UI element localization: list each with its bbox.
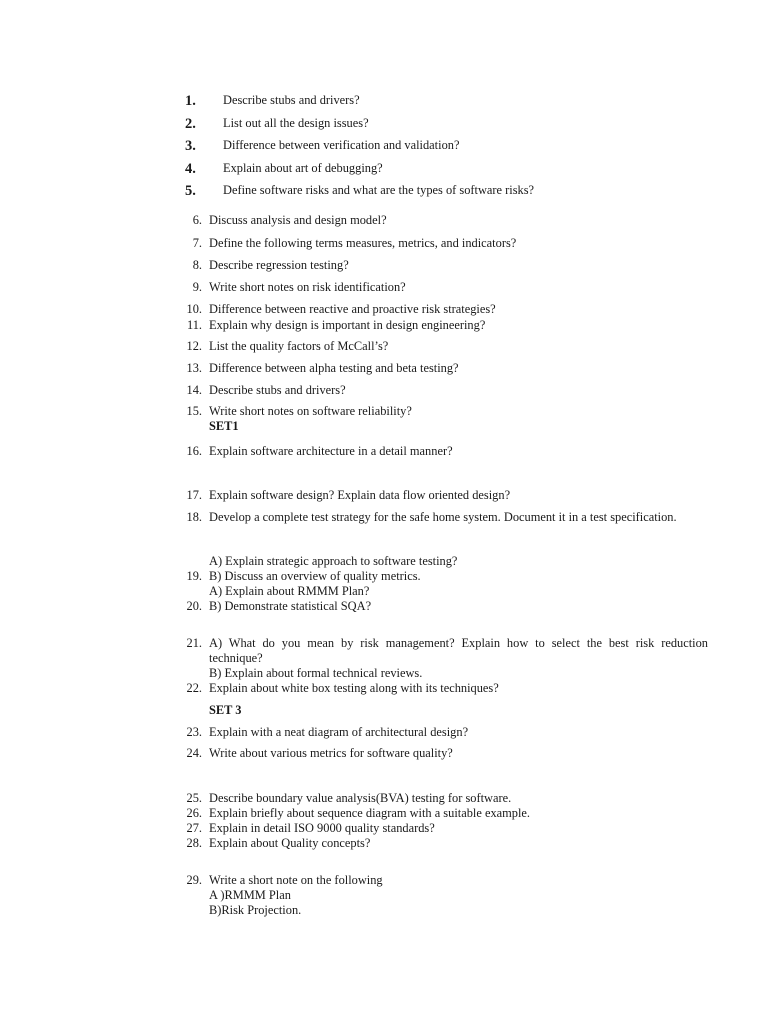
- question-number: 2.: [185, 116, 196, 132]
- question-number: 5.: [185, 183, 196, 199]
- question-number: 12.: [186, 339, 202, 353]
- question-text: Difference between verification and validation?: [223, 138, 460, 152]
- question-text: List out all the design issues?: [223, 116, 369, 130]
- set-heading: SET 3: [209, 703, 242, 717]
- question-number: 14.: [186, 383, 202, 397]
- question-number: 19.: [186, 569, 202, 583]
- question-number: 17.: [186, 488, 202, 502]
- question-29-part-a: A )RMMM Plan: [209, 888, 291, 902]
- question-number: 29.: [186, 873, 202, 887]
- question-number: 6.: [192, 213, 202, 227]
- question-text: Develop a complete test strategy for the safe home system. Document it in a test specification.: [209, 510, 677, 524]
- question-number: 21.: [186, 636, 202, 650]
- question-text: Difference between alpha testing and beta testing?: [209, 361, 459, 375]
- question-number: 3.: [185, 138, 196, 154]
- question-number: 1.: [185, 93, 196, 109]
- question-text: Describe stubs and drivers?: [223, 93, 360, 107]
- question-text-continued: technique?: [209, 651, 263, 665]
- question-text: List the quality factors of McCall’s?: [209, 339, 389, 353]
- question-text: Write short notes on software reliability?: [209, 404, 412, 418]
- question-number: 22.: [186, 681, 202, 695]
- question-text: Discuss analysis and design model?: [209, 213, 387, 227]
- question-text: Write short notes on risk identification?: [209, 280, 406, 294]
- question-19-part-a: A) Explain strategic approach to software testing?: [209, 554, 458, 568]
- question-text: Explain about Quality concepts?: [209, 836, 371, 850]
- question-text: Describe regression testing?: [209, 258, 349, 272]
- question-text: Describe boundary value analysis(BVA) testing for software.: [209, 791, 512, 805]
- question-text: B) Demonstrate statistical SQA?: [209, 599, 372, 613]
- question-text: Define software risks and what are the types of software risks?: [223, 183, 535, 197]
- question-number: 16.: [186, 444, 202, 458]
- question-text: Difference between reactive and proactive risk strategies?: [209, 302, 496, 316]
- question-text: B) Discuss an overview of quality metrics.: [209, 569, 421, 583]
- question-29-part-b: B)Risk Projection.: [209, 903, 302, 917]
- question-number: 13.: [186, 361, 202, 375]
- question-number: 20.: [186, 599, 202, 613]
- question-number: 26.: [186, 806, 202, 820]
- question-number: 25.: [186, 791, 202, 805]
- question-text: Describe stubs and drivers?: [209, 383, 346, 397]
- question-number: 28.: [186, 836, 202, 850]
- question-number: 24.: [186, 746, 202, 760]
- question-number: 7.: [192, 236, 202, 250]
- question-20-part-a: A) Explain about RMMM Plan?: [209, 584, 370, 598]
- question-text: Explain why design is important in design engineering?: [209, 318, 486, 332]
- question-number: 18.: [186, 510, 202, 524]
- question-number: 27.: [186, 821, 202, 835]
- question-number: 15.: [186, 404, 202, 418]
- question-number: 9.: [192, 280, 202, 294]
- question-text: Explain about art of debugging?: [223, 161, 383, 175]
- question-text: Write a short note on the following: [209, 873, 383, 887]
- question-text: Explain software architecture in a detail manner?: [209, 444, 453, 458]
- question-text: Explain software design? Explain data flow oriented design?: [209, 488, 511, 502]
- question-text: Define the following terms measures, metrics, and indicators?: [209, 236, 517, 250]
- question-text: Explain in detail ISO 9000 quality standards?: [209, 821, 435, 835]
- set-heading: SET1: [209, 419, 239, 433]
- question-21-part-b: B) Explain about formal technical reviews.: [209, 666, 423, 680]
- question-text: Explain with a neat diagram of architectural design?: [209, 725, 469, 739]
- question-number: 4.: [185, 161, 196, 177]
- question-text: Explain briefly about sequence diagram with a suitable example.: [209, 806, 531, 820]
- question-text: Explain about white box testing along with its techniques?: [209, 681, 499, 695]
- question-number: 8.: [192, 258, 202, 272]
- question-text: A) What do you mean by risk management? Explain how to select the best risk reduction: [209, 636, 708, 650]
- question-text: Write about various metrics for software quality?: [209, 746, 453, 760]
- question-number: 23.: [186, 725, 202, 739]
- question-number: 11.: [186, 318, 202, 332]
- question-number: 10.: [186, 302, 202, 316]
